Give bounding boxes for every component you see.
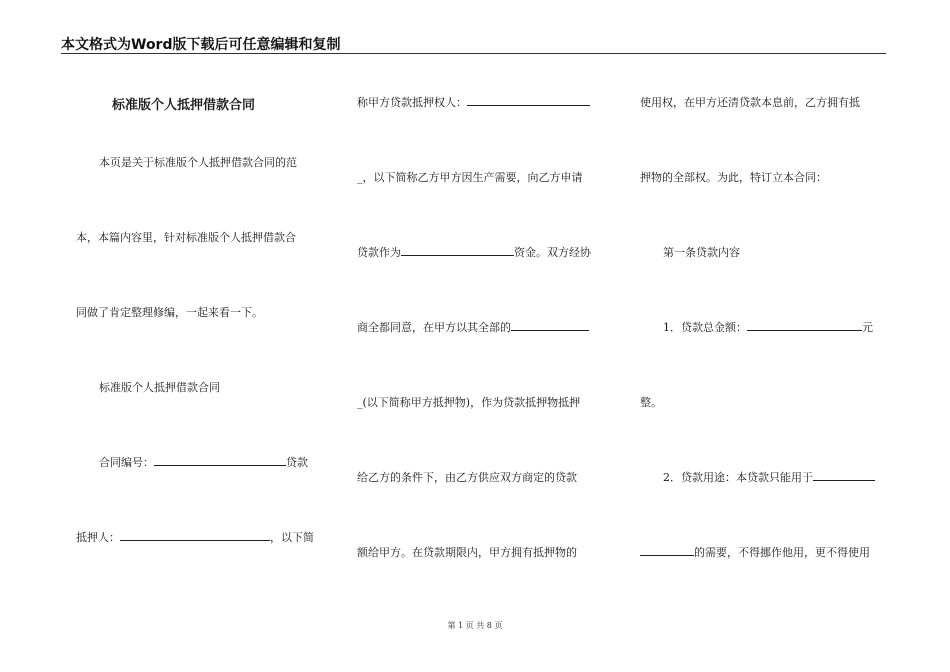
loan-use-blank-2 xyxy=(640,545,694,556)
mortgagee-label: 称甲方贷款抵押权人： xyxy=(357,96,467,109)
collateral-blank xyxy=(511,320,589,331)
loan-amount-label: 1．贷款总金额： xyxy=(663,321,747,334)
contract-number-line xyxy=(99,454,308,470)
contract-subtitle: 标准版个人抵押借款合同 xyxy=(99,381,220,394)
col2-line-2: _，以下简称乙方甲方因生产需要，向乙方申请 xyxy=(357,171,583,184)
mortgagor-line xyxy=(76,529,314,545)
contract-number-label: 合同编号： xyxy=(99,456,154,469)
intro-line-3: 同做了肯定整理修编，一起来看一下。 xyxy=(76,306,263,319)
loan-use-tail: 的需要，不得挪作他用，更不得使用 xyxy=(694,546,870,559)
collateral-label: 商全都同意，在甲方以其全部的 xyxy=(357,321,511,334)
loan-purpose-blank xyxy=(401,245,514,256)
document-header: 本文格式为Word版下载后可任意编辑和复制 xyxy=(61,37,341,53)
col2-line-5: _(以下简称甲方抵押物)，作为贷款抵押物抵押 xyxy=(357,396,581,409)
col3-line-4 xyxy=(663,319,873,335)
col3-line-2: 押物的全部权。为此，特订立本合同： xyxy=(640,171,827,184)
contract-number-blank xyxy=(154,455,286,466)
col2-line-3 xyxy=(357,244,591,260)
page-footer: 第 1 页 共 8 页 xyxy=(447,621,503,630)
mortgagee-blank xyxy=(467,95,590,106)
loan-use-blank xyxy=(813,470,875,481)
intro-line-2: 本，本篇内容里，针对标准版个人抵押借款合 xyxy=(76,231,296,244)
col3-line-6 xyxy=(663,469,875,485)
col2-line-6: 给乙方的条件下，由乙方供应双方商定的贷款 xyxy=(357,471,577,484)
header-rule xyxy=(61,53,886,54)
col2-line-7: 额给甲方。在贷款期限内，甲方拥有抵押物的 xyxy=(357,546,577,559)
col2-line-4 xyxy=(357,319,589,335)
intro-line-1: 本页是关于标准版个人抵押借款合同的范 xyxy=(99,156,297,169)
contract-title: 标准版个人抵押借款合同 xyxy=(112,98,256,113)
contract-number-tail: 贷款 xyxy=(286,456,308,469)
loan-amount-blank xyxy=(747,320,862,331)
mortgagor-tail: ，以下简 xyxy=(270,531,314,544)
mortgagor-blank xyxy=(120,530,270,541)
col3-line-1: 使用权，在甲方还清贷款本息前，乙方拥有抵 xyxy=(640,96,860,109)
loan-purpose-tail: 资金。双方经协 xyxy=(514,246,591,259)
section-heading-loan-content: 第一条贷款内容 xyxy=(663,246,740,259)
loan-amount-unit: 元 xyxy=(862,321,873,334)
col2-line-1 xyxy=(357,94,590,110)
loan-purpose-label: 贷款作为 xyxy=(357,246,401,259)
loan-use-label: 2．贷款用途：本贷款只能用于 xyxy=(663,471,813,484)
col3-line-7 xyxy=(640,544,870,560)
col3-line-5: 整。 xyxy=(640,396,662,409)
mortgagor-label: 抵押人： xyxy=(76,531,120,544)
